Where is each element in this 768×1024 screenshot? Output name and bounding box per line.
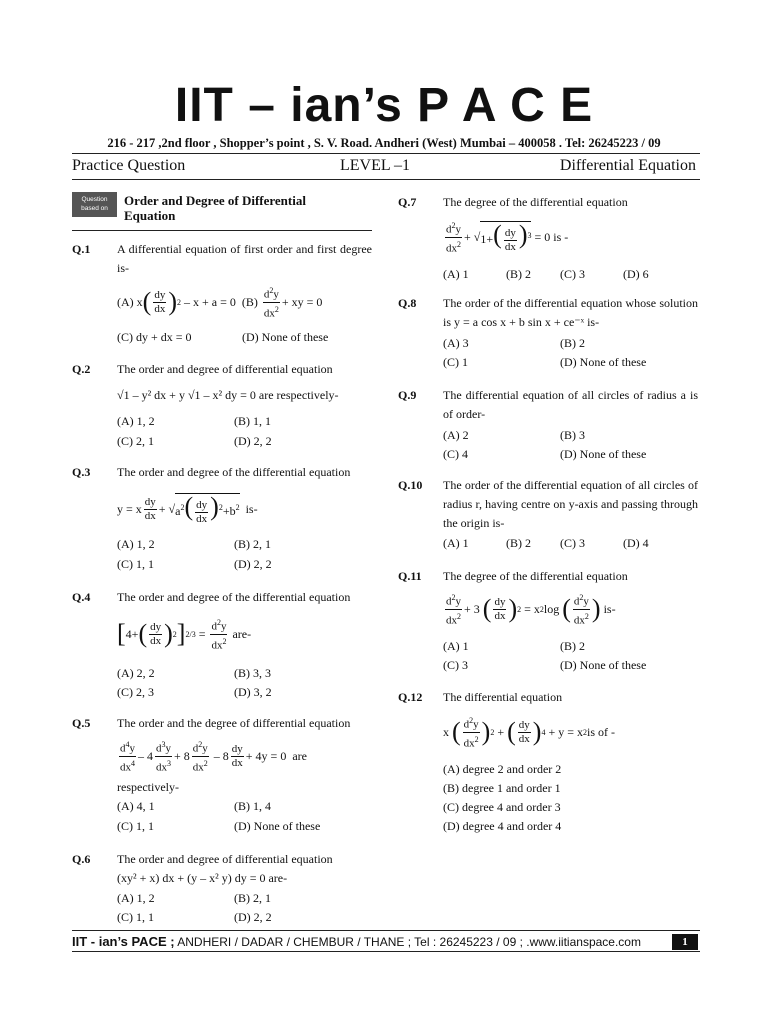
option-b: (B) 2, 1 bbox=[234, 537, 271, 551]
option-d: (D) None of these bbox=[234, 819, 321, 833]
header-rule-top bbox=[72, 153, 700, 154]
option-c: (C) dy + dx = 0 bbox=[117, 330, 192, 344]
question-number: Q.6 bbox=[72, 852, 91, 866]
option-c: (C) 1, 1 bbox=[117, 557, 154, 571]
option-a: (A) 1, 2 bbox=[117, 537, 155, 551]
question-text: The order and degree of the differential equation bbox=[117, 465, 351, 479]
level-label: LEVEL –1 bbox=[340, 157, 411, 174]
question-text: The differential equation bbox=[443, 690, 563, 704]
question-4 bbox=[72, 588, 372, 703]
question-equation: (xy² + x) dx + (y – x² y) dy = 0 are- bbox=[117, 871, 288, 885]
option-d: (D) 3, 2 bbox=[234, 685, 272, 699]
option-a: (A) 3 bbox=[443, 336, 469, 350]
option-c: (C) 1, 1 bbox=[117, 910, 154, 924]
option-b: (B) 2 bbox=[560, 639, 585, 653]
option-c: (C) degree 4 and order 3 bbox=[443, 800, 561, 814]
option-d: (D) 4 bbox=[623, 536, 649, 550]
option-d: (D) None of these bbox=[560, 447, 647, 461]
option-d: (D) 2, 2 bbox=[234, 434, 272, 448]
question-12 bbox=[398, 688, 700, 838]
question-number: Q.4 bbox=[72, 590, 91, 604]
option-d: (D) 2, 2 bbox=[234, 910, 272, 924]
question-6 bbox=[72, 850, 372, 928]
question-number: Q.1 bbox=[72, 242, 91, 256]
question-8 bbox=[398, 294, 700, 374]
option-c: (C) 1, 1 bbox=[117, 819, 154, 833]
option-c: (C) 2, 3 bbox=[117, 685, 154, 699]
option-a: (A) 1 bbox=[443, 536, 469, 550]
option-c: (C) 4 bbox=[443, 447, 468, 461]
question-number: Q.12 bbox=[398, 690, 423, 704]
page-number: 1 bbox=[672, 934, 698, 950]
question-text: The order and degree of differential equation bbox=[117, 852, 333, 866]
question-equation: y = x $\frac{dy}{dx}$ + √ $a^2$( $\frac{dy}{dx}$ )$^2+b^2$ is- bbox=[117, 492, 258, 525]
question-text: The degree of the differential equation bbox=[443, 569, 628, 583]
option-b: (B) 2 bbox=[560, 336, 585, 350]
topic-badge: Question based on bbox=[72, 192, 117, 217]
option-b: (B) 2, 1 bbox=[234, 891, 271, 905]
question-number: Q.5 bbox=[72, 716, 91, 730]
footer-brand: IIT - ian’s PACE ; bbox=[72, 934, 175, 949]
section-label: Practice Question bbox=[72, 157, 186, 174]
option-b: (B) 2 bbox=[506, 267, 531, 281]
option-b: (B) 1, 4 bbox=[234, 799, 271, 813]
option-a: (A) 1 bbox=[443, 267, 469, 281]
question-number: Q.9 bbox=[398, 388, 417, 402]
option-b: (B) 1, 1 bbox=[234, 414, 271, 428]
option-a: (A) 4, 1 bbox=[117, 799, 155, 813]
header-rule-bottom bbox=[72, 179, 700, 180]
address-line: 216 - 217 ,2nd floor , Shopper’s point , S. V. Road. Andheri (West) Mumbai – 400058 . Tel: 26245223 / 09 bbox=[107, 136, 661, 150]
question-3 bbox=[72, 463, 372, 578]
question-text: The order and degree of differential equation bbox=[117, 362, 333, 376]
question-11 bbox=[398, 567, 700, 677]
option-c: (C) 2, 1 bbox=[117, 434, 154, 448]
option-d: (D) None of these bbox=[560, 658, 647, 672]
subject-label: Differential Equation bbox=[559, 157, 696, 174]
option-a: (A) 1, 2 bbox=[117, 414, 155, 428]
question-equation: √1 – y² dx + y √1 – x² dy = 0 are respectively- bbox=[117, 388, 339, 402]
question-number: Q.2 bbox=[72, 362, 91, 376]
question-text: The order and degree of the differential equation bbox=[117, 590, 351, 604]
option-d: (D) degree 4 and order 4 bbox=[443, 819, 562, 833]
option-a: (A) 1, 2 bbox=[117, 891, 155, 905]
option-a: (A) 2 bbox=[443, 428, 469, 442]
footer bbox=[72, 934, 641, 949]
question-equation: $\frac{d^4y}{dx^4}$ – 4 $\frac{d^3y}{dx^3}$ + 8 $\frac{d^2y}{dx^2}$ – 8 $\frac{dy}{dx}$ + 4y = 0 are bbox=[120, 740, 307, 774]
question-9 bbox=[398, 386, 700, 466]
option-a: (A) degree 2 and order 2 bbox=[443, 762, 562, 776]
question-equation: $\frac{d^2y}{dx^2}$ + √ 1+( $\frac{dy}{dx}$ )$^3$ = 0 is - bbox=[446, 219, 569, 255]
footer-text: ANDHERI / DADAR / CHEMBUR / THANE ; Tel : 26245223 / 09 ; .www.iitianspace.com bbox=[174, 935, 641, 949]
question-number: Q.3 bbox=[72, 465, 91, 479]
question-2 bbox=[72, 360, 372, 450]
option-c: (C) 3 bbox=[560, 536, 585, 550]
question-text: The order and the degree of differential equation bbox=[117, 716, 351, 730]
question-7 bbox=[398, 193, 700, 288]
question-number: Q.11 bbox=[398, 569, 422, 583]
option-b: (B) 2 bbox=[506, 536, 531, 550]
question-number: Q.7 bbox=[398, 195, 417, 209]
question-options-ab: (A) x ( $\frac{dy}{dx}$ ) 2 – x + a = 0 (B) $\frac{d^2y}{dx^2}$ + xy = 0 bbox=[117, 286, 323, 320]
question-equation: [ 4+ ( $\frac{dy}{dx}$ ) 2 ] 2/3 = $\frac{d^2y}{dx^2}$ are- bbox=[117, 618, 252, 652]
question-number: Q.8 bbox=[398, 296, 417, 310]
question-equation: $\frac{d^2y}{dx^2}$ + 3 ( $\frac{dy}{dx}$ ) 2 = x 2 log ( $\frac{d^2y}{dx^2}$ ) is- bbox=[446, 593, 616, 627]
question-text-tail: respectively- bbox=[117, 780, 179, 794]
option-b: (B) 3, 3 bbox=[234, 666, 271, 680]
option-a: (A) 1 bbox=[443, 639, 469, 653]
option-d: (D) 2, 2 bbox=[234, 557, 272, 571]
question-equation: x ( $\frac{d^2y}{dx^2}$ ) 2 + ( $\frac{dy}{dx}$ ) 4 + y = x 2 is of - bbox=[443, 716, 616, 750]
topic-title: Order and Degree of Differential Equation bbox=[124, 193, 306, 223]
question-text: The degree of the differential equation bbox=[443, 195, 628, 209]
option-a: (A) 2, 2 bbox=[117, 666, 155, 680]
question-text: The differential equation of all circles of radius a is of order- bbox=[443, 388, 698, 421]
option-c: (C) 1 bbox=[443, 355, 468, 369]
question-10 bbox=[398, 476, 700, 556]
option-c: (C) 3 bbox=[560, 267, 585, 281]
question-number: Q.10 bbox=[398, 478, 423, 492]
topic-underline bbox=[72, 230, 372, 231]
option-b: (B) 3 bbox=[560, 428, 585, 442]
question-text: The order of the differential equation of all circles of radius r, having centre on y-axis and passing through the origin is- bbox=[443, 478, 698, 530]
option-c: (C) 3 bbox=[443, 658, 468, 672]
question-text: A differential equation of first order and first degree is- bbox=[117, 242, 372, 275]
option-b: (B) degree 1 and order 1 bbox=[443, 781, 561, 795]
footer-rule-bottom bbox=[72, 951, 700, 952]
option-d: (D) None of these bbox=[560, 355, 647, 369]
option-d: (D) 6 bbox=[623, 267, 649, 281]
footer-rule bbox=[72, 930, 700, 931]
question-1 bbox=[72, 240, 372, 350]
option-d: (D) None of these bbox=[242, 330, 329, 344]
question-text: The order of the differential equation whose solution is y = a cos x + b sin x + ce⁻ˣ is- bbox=[443, 296, 698, 329]
question-5 bbox=[72, 714, 372, 839]
brand-title: IIT – ian’s P A C E bbox=[174, 79, 594, 132]
